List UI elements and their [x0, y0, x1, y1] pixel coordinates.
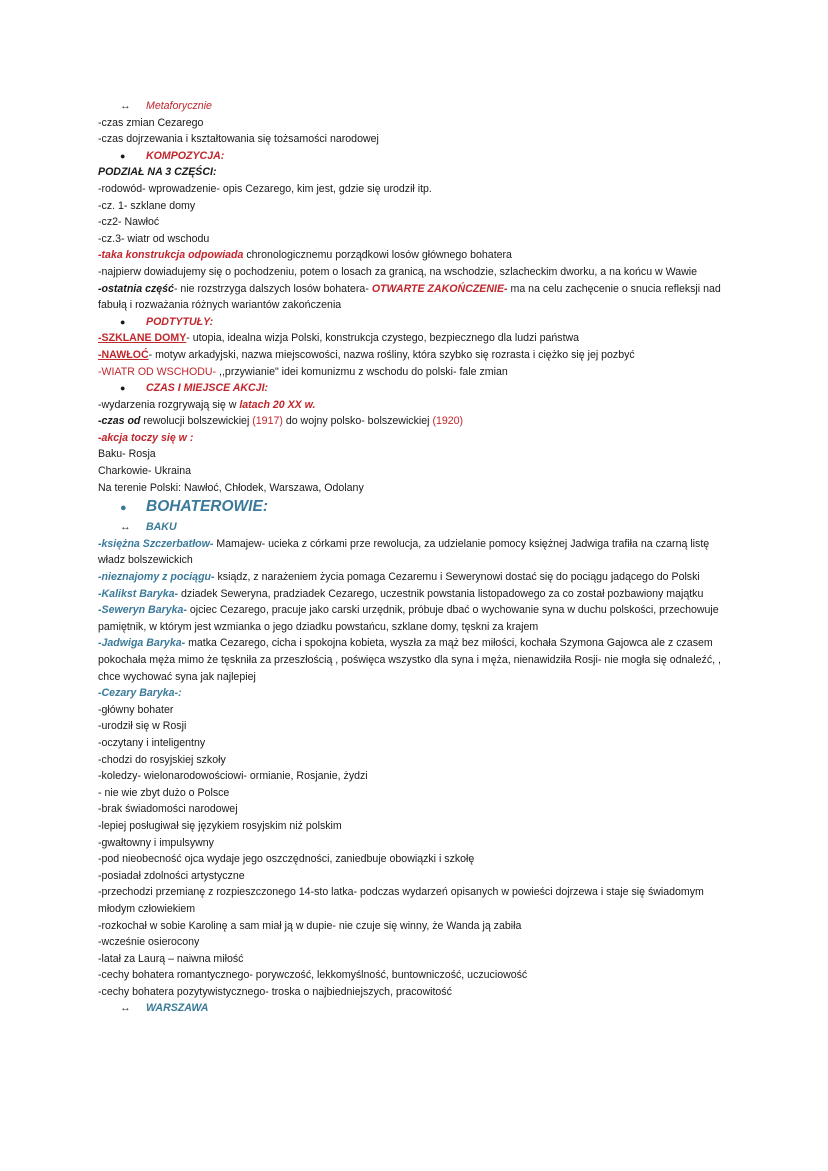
list-item: -oczytany i inteligentny: [98, 736, 206, 749]
czas-heading: ● CZAS I MIEJSCE AKCJI:: [98, 380, 738, 397]
double-arrow-icon: ↔: [120, 100, 131, 112]
double-arrow-icon: ↔: [120, 521, 131, 534]
bullet-icon: ●: [120, 383, 126, 394]
list-item: -wcześnie osierocony: [98, 936, 200, 949]
akcja-label: -akcja toczy się w :: [98, 431, 194, 444]
character-entry: -Jadwiga Baryka- matka Cezarego, cicha i spokojna kobieta, wyszła za mąż bez miłości, kochała Szymona Gajowca ale z czasem pokochała męża mimo że tęskniła za przeszłością , poświęca wszystko dla syna i męża, nienawidziła Rosji- nie mogła się odnaleźć, , chce wychować syna jak najlepiej: [98, 637, 721, 683]
text-line: Charkowie- Ukraina: [98, 465, 192, 478]
list-item: -cechy bohatera pozytywistycznego- troska o najbiedniejszych, pracowitość: [98, 985, 452, 998]
text-line: -SZKLANE DOMY- utopia, idealna wizja Polski, konstrukcja czystego, bezpiecznego dla ludzi państwa: [98, 332, 580, 345]
text-paragraph: -ostatnia część- nie rozstrzyga dalszych losów bohatera- OTWARTE ZAKOŃCZENIE- ma na celu zachęcenie o snucia refleksji nad fabułą i rozważania różnych wariantów zakończenia: [98, 282, 721, 312]
text-line: -czas od rewolucji bolszewickiej (1917) do wojny polsko- bolszewickiej (1920): [98, 415, 464, 428]
metaforycznie-heading: ↔ Metaforycznie: [98, 98, 738, 115]
podzial-heading: PODZIAŁ NA 3 CZĘŚCI:: [98, 166, 217, 179]
list-item: -główny bohater: [98, 703, 174, 716]
text-line: -czas zmian Cezarego: [98, 116, 204, 129]
list-item: -rozkochał w sobie Karolinę a sam miał ją w dupie- nie czuje się winny, że Wanda ją zabiła: [98, 919, 522, 932]
warszawa-heading: ↔ WARSZAWA: [98, 1000, 738, 1017]
document-page: [98, 98, 738, 1017]
text-line: -cz.3- wiatr od wschodu: [98, 232, 210, 245]
kompozycja-heading: ● KOMPOZYCJA:: [98, 148, 738, 165]
list-item: - nie wie zbyt dużo o Polsce: [98, 786, 230, 799]
character-entry: -księżna Szczerbatłow- Mamajew- ucieka z córkami prze rewolucja, za udzielanie pomocy księżnej Jadwiga trafiła na czarną listę władz bolszewickich: [98, 537, 710, 567]
list-item: -przechodzi przemianę z rozpieszczonego 14-sto latka- podczas wydarzeń opisanych w powieści dojrzewa i staje się świadomym młodym człowiekiem: [98, 886, 704, 915]
list-item: -gwałtowny i impulsywny: [98, 836, 214, 849]
list-item: -posiadał zdolności artystyczne: [98, 869, 245, 882]
list-item: -urodził się w Rosji: [98, 720, 187, 733]
text-line: -czas dojrzewania i kształtowania się tożsamości narodowej: [98, 133, 379, 146]
text-line: Na terenie Polski: Nawłoć, Chłodek, Warszawa, Odolany: [98, 481, 364, 494]
text-line: -NAWŁOĆ- motyw arkadyjski, nazwa miejscowości, nazwa rośliny, która szybko się rozrasta i ciężko się jej pozbyć: [98, 348, 635, 361]
bullet-icon: ●: [120, 150, 126, 161]
text-line: -wydarzenia rozgrywają się w latach 20 XX w.: [98, 398, 316, 411]
character-entry: -Kalikst Baryka- dziadek Seweryna, pradziadek Cezarego, uczestnik powstania listopadowego za co został pozbawiony majątku: [98, 587, 704, 600]
text-line: -taka konstrukcja odpowiada chronologicznemu porządkowi losów głównego bohatera: [98, 249, 512, 262]
cezary-traits-list: [98, 702, 738, 1001]
list-item: -koledzy- wielonarodowościowi- ormianie, Rosjanie, żydzi: [98, 770, 368, 783]
text-line: -cz2- Nawłoć: [98, 216, 160, 229]
list-item: -pod nieobecność ojca wydaje jego oszczędności, zaniedbuje obowiązki i szkołę: [98, 853, 475, 866]
bullet-icon: ●: [120, 502, 127, 515]
list-item: -brak świadomości narodowej: [98, 803, 238, 816]
baku-heading: ↔ BAKU: [98, 519, 738, 536]
bohaterowie-heading: ● BOHATEROWIE:: [98, 496, 738, 519]
podtytuly-heading: ● PODTYTUŁY:: [98, 314, 738, 331]
cezary-label: -Cezary Baryka-:: [98, 687, 182, 700]
text-line: -rodowód- wprowadzenie- opis Cezarego, kim jest, gdzie się urodził itp.: [98, 182, 432, 195]
text-line: -WIATR OD WSCHODU- ,,przywianie" idei komunizmu z wschodu do polski- fale zmian: [98, 365, 508, 378]
text-line: Baku- Rosja: [98, 448, 156, 461]
list-item: -chodzi do rosyjskiej szkoły: [98, 753, 226, 766]
double-arrow-icon: ↔: [120, 1002, 131, 1015]
text-paragraph: -najpierw dowiadujemy się o pochodzeniu, potem o losach za granicą, na wschodzie, szlacheckim dworku, a na końcu w Wawie: [98, 265, 698, 278]
list-item: -cechy bohatera romantycznego- porywczość, lekkomyślność, buntowniczość, uczuciowość: [98, 969, 528, 982]
character-entry: -nieznajomy z pociągu- ksiądz, z narażeniem życia pomaga Cezaremu i Sewerynowi dostać się do pociągu jadącego do Polski: [98, 571, 700, 584]
text-line: -cz. 1- szklane domy: [98, 199, 196, 212]
character-entry: -Seweryn Baryka- ojciec Cezarego, pracuje jako carski urzędnik, próbuje dbać o wychowanie syna w duchu polskości, przechowuje pamiętnik, w którym jest wzmianka o jego dziadku powstańcu, szklane domy, tęskni za krajem: [98, 604, 719, 633]
list-item: -latał za Laurą – naiwna miłość: [98, 952, 244, 965]
bullet-icon: ●: [120, 316, 126, 327]
list-item: -lepiej posługiwał się językiem rosyjskim niż polskim: [98, 819, 342, 832]
